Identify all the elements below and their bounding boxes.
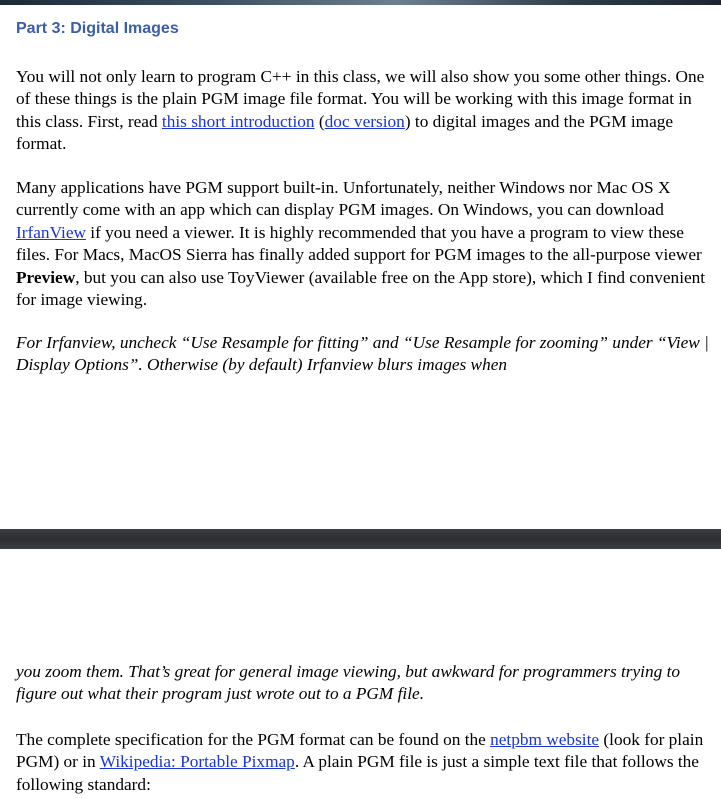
spec-paragraph: [16, 729, 716, 796]
intro-text-2: (: [314, 111, 325, 131]
support-text-3: , but you can also use ToyViewer (available free on the App store), which I find convenient for image viewing.: [16, 267, 706, 310]
intro-text-3: ) to digital images and the PGM image format.: [16, 111, 674, 154]
viewer-support-paragraph: [16, 177, 716, 311]
spec-text-1: The complete specification for the PGM format can be found on the: [16, 730, 491, 749]
support-text-1: Many applications have PGM support built-in. Unfortunately, neither Windows nor Mac OS X currently come with an app which can display PGM images. On Windows, you can download: [16, 178, 671, 220]
preview-app-name: Preview: [16, 267, 76, 287]
short-introduction-link[interactable]: this short introduction: [161, 111, 315, 131]
doc-version-link[interactable]: doc version: [324, 111, 405, 131]
irfanview-link[interactable]: IrfanView: [16, 222, 86, 242]
wikipedia-portable-pixmap-link[interactable]: Wikipedia: Portable Pixmap: [99, 752, 295, 772]
irfanview-note-paragraph: For Irfanview, uncheck “Use Resample for fitting” and “Use Resample for zooming” under “View | Display Options”. Otherwise (by default) Irfanview blurs images when: [16, 333, 709, 375]
page-gap: [0, 529, 721, 549]
spec-text-3: . A plain PGM file is just a simple text file that follows the following standard:: [16, 752, 699, 794]
support-text-2: if you need a viewer. It is highly recommended that you have a program to view these files. For Macs, MacOS Sierra has finally added support for PGM images to the all-purpose viewer: [16, 222, 702, 265]
spec-text-2: (look for plain PGM) or in: [16, 730, 704, 772]
intro-paragraph: [16, 66, 716, 156]
document-page-1: [0, 5, 721, 529]
document-page-2: [0, 549, 721, 799]
intro-text-1: You will not only learn to program C++ in this class, we will also show you some other things. One of these things is the plain PGM image file format. You will be working with this image format in this class. First, read: [16, 67, 705, 131]
netpbm-website-link[interactable]: netpbm website: [490, 730, 600, 749]
section-heading: Part 3: Digital Images: [16, 20, 179, 37]
irfanview-note-continued: you zoom them. That’s great for general image viewing, but awkward for programmers trying to figure out what their program just wrote out to a PGM file.: [16, 662, 681, 704]
